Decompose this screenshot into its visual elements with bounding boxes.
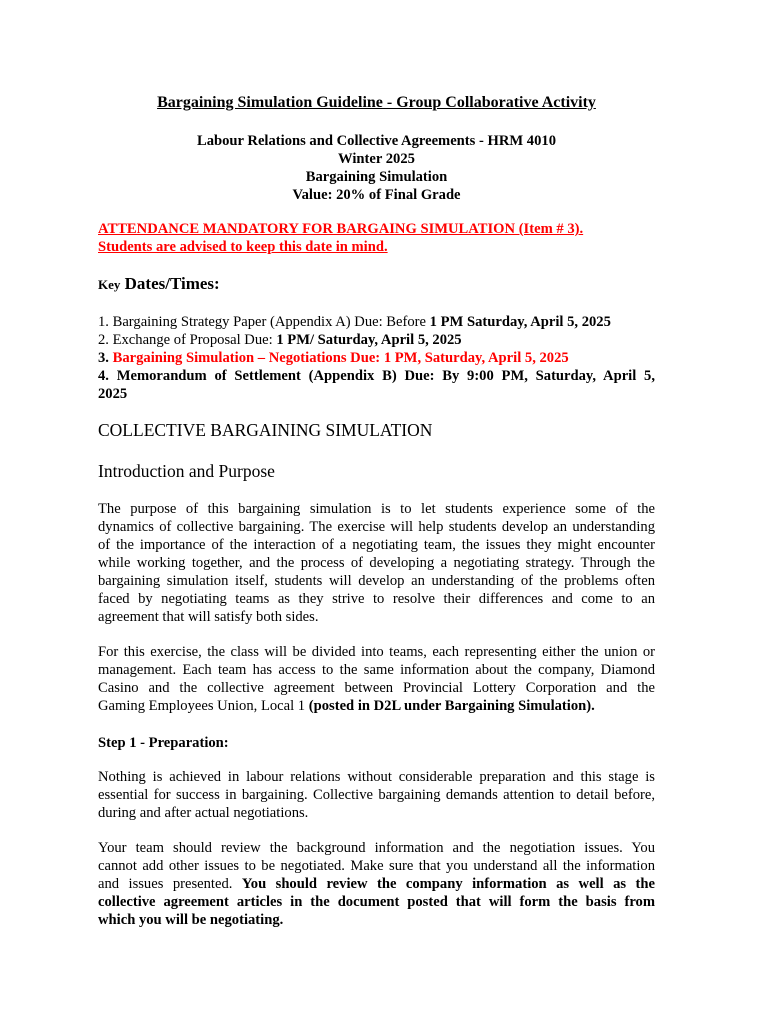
date-item-4-line-1 [98,367,655,385]
intro-line: while working together, and the process of developing a negotiating strategy. Through the [98,555,655,571]
teams-line-bold: (posted in D2L under Bargaining Simulation). [308,698,595,714]
activity-name: Bargaining Simulation [305,169,448,185]
intro-line: bargaining simulation itself, students will develop an understanding of the problems often [98,573,655,589]
prep-line: during and after actual negotiations. [98,805,309,821]
intro-line: of the importance of the interaction of a negotiating team, the issues they might encounter [98,537,655,553]
intro-line: The purpose of this bargaining simulation is to let students experience some of the [98,501,655,517]
term: Winter 2025 [338,151,415,167]
review-bold-line: which you will be negotiating. [98,912,284,928]
date-item-3-number: 3. [98,350,113,366]
review-paragraph [98,839,655,929]
teams-line-text: Gaming Employees Union, Local 1 [98,698,309,714]
review-line-text: and issues presented. [98,876,242,892]
intro-line: agreement that will satisfy both sides. [98,609,319,625]
key-dates-small: Key [98,277,121,292]
review-bold-line: collective agreement articles in the document posted that will form the basis from [98,894,655,910]
review-line: Your team should review the background information and the negotiation issues. You [98,840,655,856]
intro-line: faced by negotiating teams as they strive to resolve their differences and come to an [98,591,655,607]
review-line [98,893,655,911]
review-line [98,911,655,929]
review-line [98,875,655,893]
date-item-3 [98,349,655,367]
step-1-title: Step 1 - Preparation: [98,735,229,751]
section-title: COLLECTIVE BARGAINING SIMULATION [98,420,433,440]
dates-list [98,313,655,403]
teams-line: Casino and the collective agreement between Provincial Lottery Corporation and the [98,680,655,696]
course-name: Labour Relations and Collective Agreements - HRM 4010 [196,133,556,149]
date-item-2-due: 1 PM/ Saturday, April 5, 2025 [276,332,462,348]
attendance-notice [98,220,655,256]
teams-paragraph [98,643,655,715]
date-item-4-line-2 [98,385,655,403]
grade-value: Value: 20% of Final Grade [292,187,461,203]
date-item-4-text: 4. Memorandum of Settlement (Appendix B) Due: By 9:00 PM, Saturday, April 5, [98,368,655,384]
teams-line [98,697,655,715]
key-dates-big: Dates/Times: [120,274,220,293]
date-item-1 [98,313,655,331]
course-header [98,132,655,204]
prep-line: essential for success in bargaining. Collective bargaining demands attention to detail before, [98,787,655,803]
review-line-bold: You should review the company information as well as the [241,876,655,892]
attendance-line-1: ATTENDANCE MANDATORY FOR BARGAING SIMULATION (Item # 3). [98,221,584,237]
date-item-2-label: 2. Exchange of Proposal Due: [98,332,277,348]
date-item-4-year: 2025 [98,386,128,402]
teams-line: For this exercise, the class will be divided into teams, each representing either the union or [98,644,655,660]
date-item-2 [98,331,655,349]
teams-line: management. Each team has access to the same information about the company, Diamond [98,662,655,678]
intro-line: dynamics of collective bargaining. The exercise will help students develop an understanding [98,519,655,535]
key-dates-heading [98,275,220,294]
attendance-line-2: Students are advised to keep this date in mind. [98,239,388,255]
date-item-3-text: Bargaining Simulation – Negotiations Due: 1 PM, Saturday, April 5, 2025 [112,350,569,366]
document-title: Bargaining Simulation Guideline - Group Collaborative Activity [157,94,596,111]
intro-title: Introduction and Purpose [98,461,275,481]
prep-line: Nothing is achieved in labour relations without considerable preparation and this stage is [98,769,655,785]
review-line: cannot add other issues to be negotiated. Make sure that you understand all the information [98,858,655,874]
intro-paragraph [98,500,655,626]
date-item-1-label: 1. Bargaining Strategy Paper (Appendix A) Due: Before [98,314,430,330]
prep-paragraph [98,768,655,822]
date-item-1-due: 1 PM Saturday, April 5, 2025 [429,314,611,330]
